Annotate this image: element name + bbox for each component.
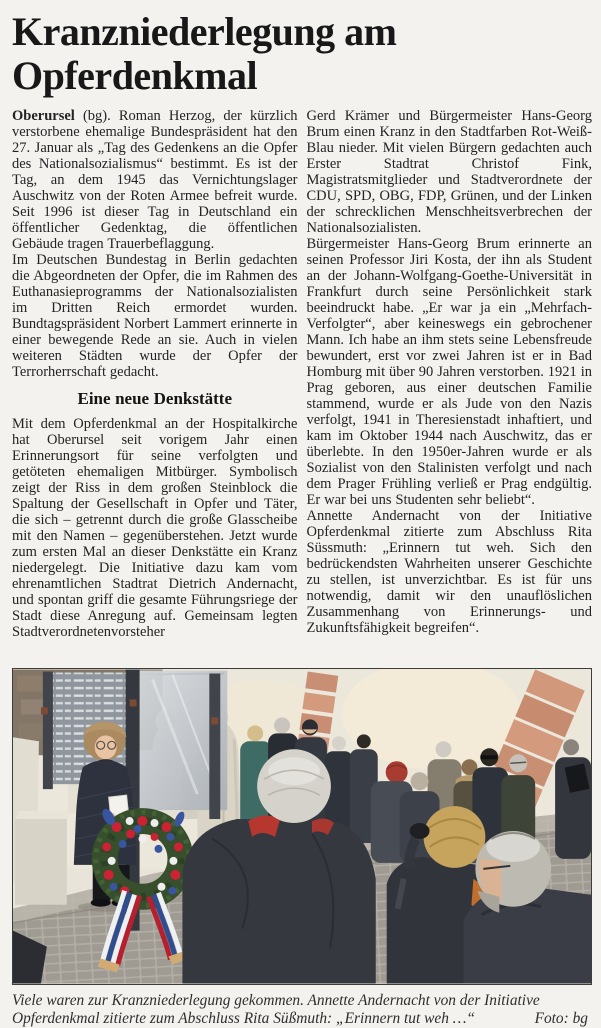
left-column xyxy=(12,108,298,660)
paragraph: Im Deutschen Bundestag in Berlin gedachten die Abgeordneten der Opfer, die im Rahmen des Euthanasieprogramms der Nationalsozialisten im Dritten Reich ermordet wurden. Bundtagspräsident Norbert Lammert erinnerte in einer bewegende Rede an sie. Auch in vielen weiteren Städten wurde der Opfer der Terrorherrschaft gedacht. xyxy=(12,252,298,380)
caption-text: Viele waren zur Kranzniederlegung gekommen. Annette Andernacht von der Initiative Opferdenkmal zitierte zum Abschluss Rita Süßmuth: „Erinnern tut weh …“ xyxy=(12,992,540,1027)
photo-credit: Foto: bg xyxy=(534,1010,588,1027)
paragraph: Gerd Krämer und Bürgermeister Hans-Georg Brum einen Kranz in den Stadtfarben Rot-Weiß-Blau nieder. Mit vielen Bürgern gedachten auch Erster Stadtrat Christof Fink, Magistratsmitglieder und Stadtverordnete der CDU, SPD, OBG, FDP, Grünen, und der Linken der schrecklichen Menschheitsverbrechen der Nationalsozialisten. xyxy=(306,108,592,236)
right-column xyxy=(307,108,593,660)
paragraph: Mit dem Opferdenkmal an der Hospitalkirche hat Oberursel seit vorigem Jahr einen Erinnerungsort für seine verfolgten und getöteten ehemaligen Mitbürger. Symbolisch zeigt der Riss in dem großen Steinblock die Spaltung der Gesellschaft in Opfer und Täter, die sich – getrennt durch die große Glasscheibe mit den Namen – gegenüberstehen. Jetzt wurde zum ersten Mal an dieser Denkstätte ein Kranz niedergelegt. Die Initiative dazu kam vom ehrenamtlichen Stadtrat Dietrich Andernacht, und spontan griff die gesamte Führungsriege der Stadt diese Anregung auf. Gemeinsam legten Stadtverordnetenvorsteher xyxy=(12,416,298,640)
subheading: Eine neue Denkstätte xyxy=(77,389,233,408)
paragraph: Bürgermeister Hans-Georg Brum erinnerte an seinen Professor Jiri Kosta, der ihn als Student an der Johann-Wolfgang-Goethe-Universität in Frankfurt durch seine Persönlichkeit stark beeindruckt habe. „Er war ja ein „Mehrfach-Verfolgter“, aber keineswegs ein gebrochener Mann. Ich habe an ihm stets seine Lebensfreude bewundert, erst vor zwei Jahren ist er in Bad Homburg mit über 90 Jahren verstorben. 1921 in Prag geboren, aus einer deutschen Familie stammend, wurde er als Jude von den Nazis verfolgt, 1941 in Theresienstadt inhaftiert, und kam im Oktober 1944 nach Auschwitz, das er überlebte. In den 1950er-Jahren wurde er als Sozialist von den Stalinisten verfolgt und nach dem Prager Frühling verließ er Prag endgültig. Er war bei uns Studenten sehr beliebt“. xyxy=(306,236,592,508)
paragraph: Annette Andernacht von der Initiative Opferdenkmal zitierte zum Abschluss Rita Süssmuth: „Erinnern tut weh. Sich den bedrückendsten Wahrheiten unserer Geschichte zu stellen, ist unverzichtbar. Es ist für uns notwendig, damit wir den unauflöslichen Zusammenhang von Erinnerungs- und Zukunftsfähigkeit begreifen“. xyxy=(306,508,592,636)
paragraph-lead: Oberursel (bg). Roman Herzog, der kürzlich verstorbene ehemalige Bundespräsident hat den 27. Januar als „Tag des Gedenkens an die Opfer des Nationalsozialismus“ bestimmt. Es ist der Tag, an dem 1945 das Vernichtungslager Auschwitz von der Roten Armee befreit wurde. Seit 1996 ist dieser Tag in Deutschland ein öffentlicher Gedenktag, die öffentlichen Gebäude tragen Trauerbeflaggung. xyxy=(12,108,298,252)
headline: Kranzniederlegung am Opferdenkmal xyxy=(12,9,397,98)
dateline: Oberursel xyxy=(12,108,75,124)
article-columns xyxy=(12,108,592,660)
photo xyxy=(12,668,592,985)
photo-illustration xyxy=(13,669,591,984)
caption xyxy=(12,992,590,1028)
